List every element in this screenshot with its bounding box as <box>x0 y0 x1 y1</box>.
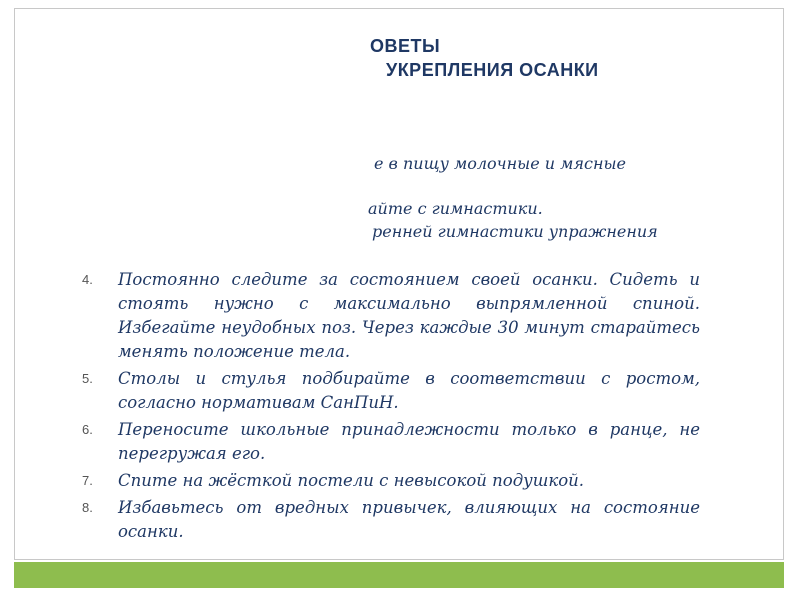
list-item-number: 4. <box>82 272 93 287</box>
footer-accent-bar <box>14 562 784 588</box>
title-line-1: ОВЕТЫ <box>370 36 441 56</box>
list-item-number: 8. <box>82 500 93 515</box>
list-item-text: Избавьтесь от вредных привычек, влияющих на состояние осанки. <box>118 498 700 541</box>
list-item-number: 7. <box>82 473 93 488</box>
list-item-number: 6. <box>82 422 93 437</box>
list-item-text: Переносите школьные принадлежности только в ранце, не перегружая его. <box>118 420 700 463</box>
partial-text-3: ренней гимнастики упражнения <box>372 222 658 241</box>
list-item-text: Столы и стулья подбирайте в соответствии с ростом, согласно нормативам СанПиН. <box>118 369 700 412</box>
list-item <box>76 418 700 466</box>
partial-text-2: айте с гимнастики. <box>368 199 543 218</box>
tips-list <box>76 268 700 547</box>
list-item <box>76 367 700 415</box>
title-line-2: УКРЕПЛЕНИЯ ОСАНКИ <box>386 60 599 80</box>
list-item <box>76 496 700 544</box>
list-item <box>76 268 700 364</box>
list-item-text: Постоянно следите за состоянием своей осанки. Сидеть и стоять нужно с максимально выпрямленной спиной. Избегайте неудобных поз. Через каждые 30 минут старайтесь менять положение тела. <box>118 270 700 361</box>
list-item-number: 5. <box>82 371 93 386</box>
list-item-text: Спите на жёсткой постели с невысокой подушкой. <box>118 471 585 490</box>
partial-text-1: е в пищу молочные и мясные <box>374 154 626 173</box>
list-item <box>76 469 700 493</box>
